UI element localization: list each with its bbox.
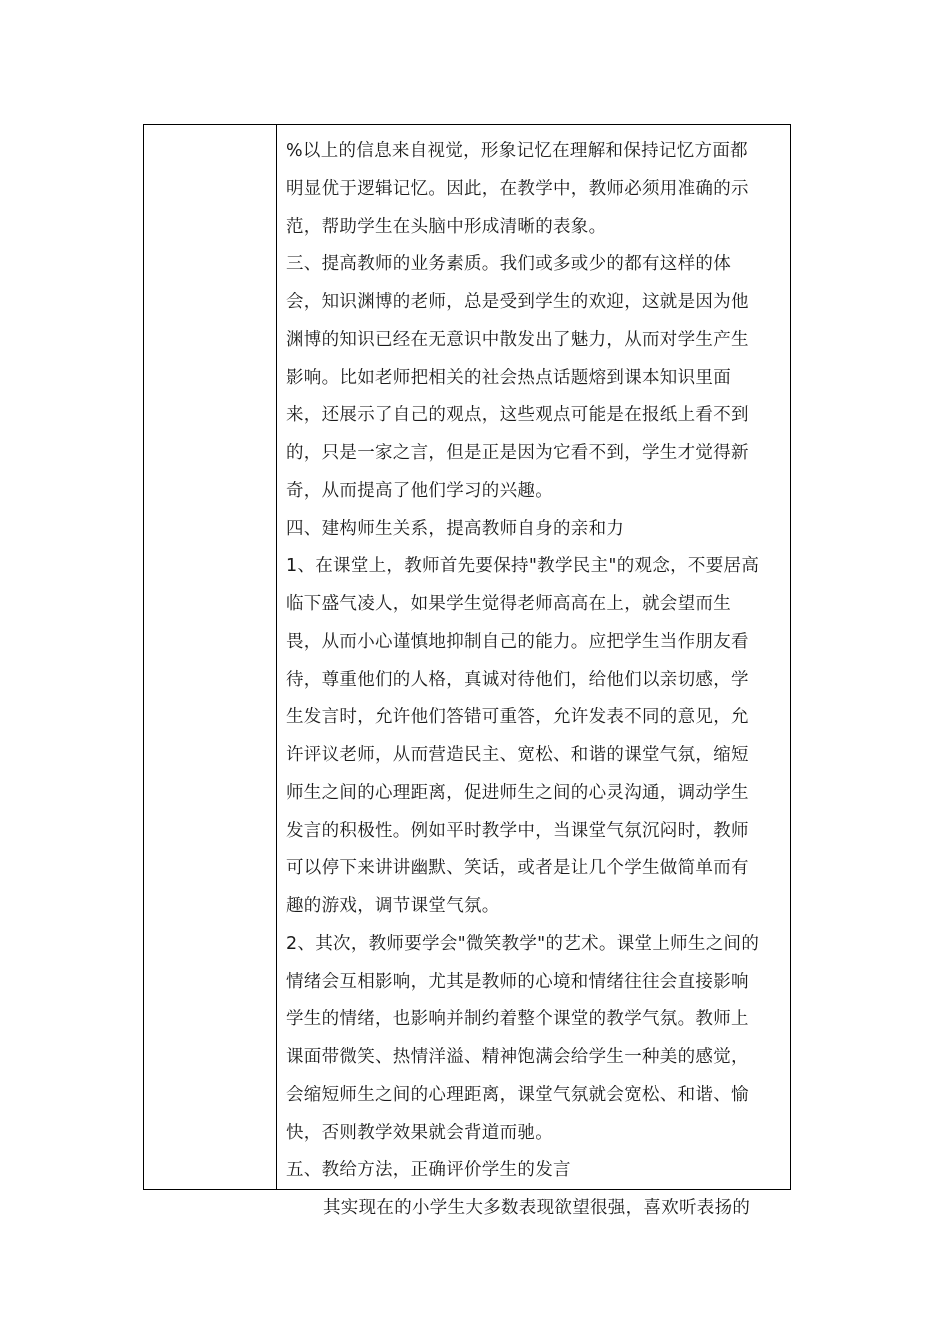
text-line: 1、在课堂上，教师首先要保持"教学民主"的观念，不要居高 <box>286 556 760 577</box>
text-line: 来，还展示了自己的观点，这些观点可能是在报纸上看不到 <box>286 405 749 426</box>
text-line: 生发言时，允许他们答错可重答，允许发表不同的意见，允 <box>286 707 749 728</box>
text-line: 会，知识渊博的老师，总是受到学生的欢迎，这就是因为他 <box>286 292 749 312</box>
text-line: 2、其次，教师要学会"微笑教学"的艺术。课堂上师生之间的 <box>286 933 760 954</box>
text-line: 畏，从而小心谨慎地抑制自己的能力。应把学生当作朋友看 <box>286 631 749 652</box>
text-line: 会缩短师生之间的心理距离，课堂气氛就会宽松、和谐、愉 <box>286 1084 749 1105</box>
text-line: 的，只是一家之言，但是正是因为它看不到，学生才觉得新 <box>286 443 749 463</box>
text-line: 影响。比如老师把相关的社会热点话题熔到课本知识里面 <box>286 367 731 388</box>
document-table <box>143 124 791 1218</box>
text-line: 渊博的知识已经在无意识中散发出了魅力，从而对学生产生 <box>286 329 749 350</box>
text-line: 明显优于逻辑记忆。因此，在教学中，教师必须用准确的示 <box>286 178 749 199</box>
text-line: 许评议老师，从而营造民主、宽松、和谐的课堂气氛，缩短 <box>286 745 749 765</box>
text-line: 可以停下来讲讲幽默、笑话，或者是让几个学生做简单而有 <box>286 858 749 879</box>
text-line: 趣的游戏，调节课堂气氛。 <box>286 896 500 916</box>
text-line: 范，帮助学生在头脑中形成清晰的表象。 <box>286 216 607 237</box>
text-line: %以上的信息来自视觉，形象记忆在理解和保持记忆方面都 <box>286 141 748 161</box>
table-left-cell <box>144 125 277 1189</box>
text-line: 奇，从而提高了他们学习的兴趣。 <box>286 480 553 501</box>
table-content-cell <box>277 125 790 1218</box>
text-line: 课面带微笑、热情洋溢、精神饱满会给学生一种美的感觉， <box>286 1047 749 1067</box>
section-heading: 四、建构师生关系，提高教师自身的亲和力 <box>286 518 625 539</box>
text-line: 快，否则教学效果就会背道而驰。 <box>286 1122 553 1143</box>
text-line: 学生的情绪，也影响并制约着整个课堂的教学气氛。教师上 <box>286 1009 749 1030</box>
text-line: 其实现在的小学生大多数表现欲望很强，喜欢听表扬的 <box>323 1198 751 1218</box>
text-line: 待，尊重他们的人格，真诚对待他们，给他们以亲切感，学 <box>286 669 749 690</box>
section-heading: 三、提高教师的业务素质。我们或多或少的都有这样的体 <box>286 254 731 275</box>
text-line: 情绪会互相影响，尤其是教师的心境和情绪往往会直接影响 <box>286 971 749 992</box>
section-heading: 五、教给方法，正确评价学生的发言 <box>286 1160 571 1181</box>
text-line: 师生之间的心理距离，促进师生之间的心灵沟通，调动学生 <box>286 782 749 803</box>
text-line: 临下盛气凌人，如果学生觉得老师高高在上，就会望而生 <box>286 594 731 614</box>
text-line: 发言的积极性。例如平时教学中，当课堂气氛沉闷时，教师 <box>286 820 749 841</box>
